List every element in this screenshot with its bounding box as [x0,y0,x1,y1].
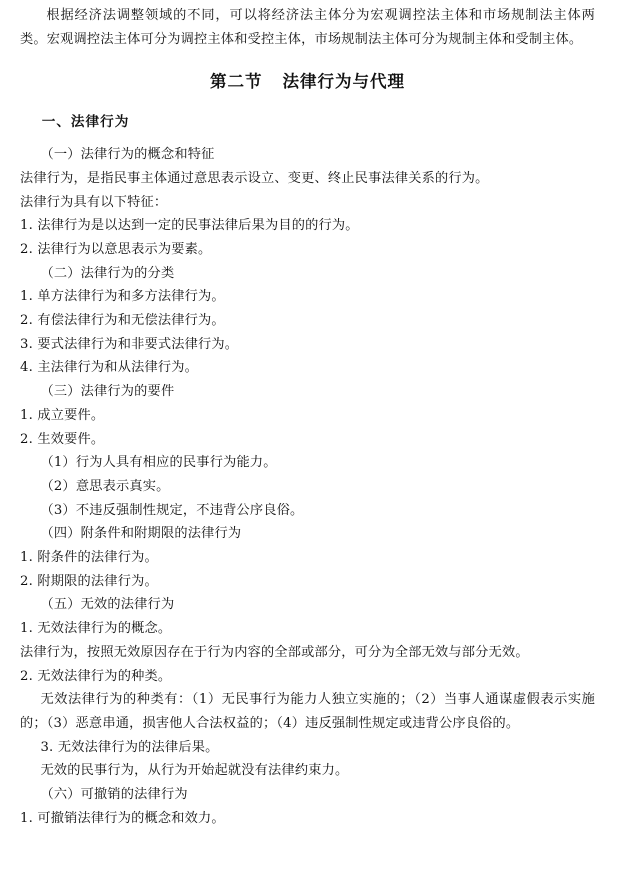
section-name: 法律行为与代理 [282,72,405,92]
body-paragraph: 2. 有偿法律行为和无偿法律行为。 [20,313,225,329]
body-paragraph: （一）法律行为的概念和特征 [40,147,215,163]
body-paragraph: 无效法律行为的种类有：（1）无民事行为能力人独立实施的；（2）当事人通谋虚假表示实施的；（3）恶意串通，损害他人合法权益的；（4）违反强制性规定或违背公序良俗的。 [20,692,595,731]
body-paragraph: （1）行为人具有相应的民事行为能力。 [40,455,277,471]
section-heading [20,69,595,95]
body-paragraph: 1. 法律行为是以达到一定的民事法律后果为目的的行为。 [20,218,359,234]
body-paragraph: 法律行为具有以下特征： [20,194,168,210]
body-paragraph: 无效的民事行为，从行为开始起就没有法律约束力。 [40,763,349,779]
body-paragraph: 法律行为，是指民事主体通过意思表示设立、变更、终止民事法律关系的行为。 [20,170,489,186]
body-paragraph: 1. 无效法律行为的概念。 [20,621,172,637]
body-paragraph: （四）附条件和附期限的法律行为 [40,526,242,542]
body-paragraph: 1. 单方法律行为和多方法律行为。 [20,289,225,305]
body-paragraph: （六）可撤销的法律行为 [40,787,188,803]
body-paragraph: 2. 法律行为以意思表示为要素。 [20,241,212,257]
section-number: 第二节 [210,72,263,92]
body-paragraph: 3. 无效法律行为的法律后果。 [40,739,219,755]
body-paragraph: 3. 要式法律行为和非要式法律行为。 [20,336,239,352]
body-paragraph: （二）法律行为的分类 [40,265,175,281]
body-paragraph: 1. 可撤销法律行为的概念和效力。 [20,810,225,826]
body-blocks [20,143,595,830]
body-paragraph: 1. 附条件的法律行为。 [20,550,158,566]
body-paragraph: 2. 附期限的法律行为。 [20,573,158,589]
body-paragraph: 4. 主法律行为和从法律行为。 [20,360,199,376]
body-paragraph: （3）不违反强制性规定，不违背公序良俗。 [40,502,304,518]
intro-paragraph: 根据经济法调整领域的不同，可以将经济法主体分为宏观调控法主体和市场规制法主体两类。宏观调控法主体可分为调控主体和受控主体，市场规制法主体可分为规制主体和受制主体。 [20,8,595,47]
body-paragraph: （五）无效的法律行为 [40,597,175,613]
body-paragraph: 2. 生效要件。 [20,431,105,447]
body-paragraph: （三）法律行为的要件 [40,384,175,400]
body-paragraph: 1. 成立要件。 [20,407,105,423]
body-paragraph: 法律行为，按照无效原因存在于行为内容的全部或部分，可分为全部无效与部分无效。 [20,644,529,660]
heading-level-1: 一、法律行为 [41,114,130,131]
body-paragraph: （2）意思表示真实。 [40,478,170,494]
body-paragraph: 2. 无效法律行为的种类。 [20,668,172,684]
